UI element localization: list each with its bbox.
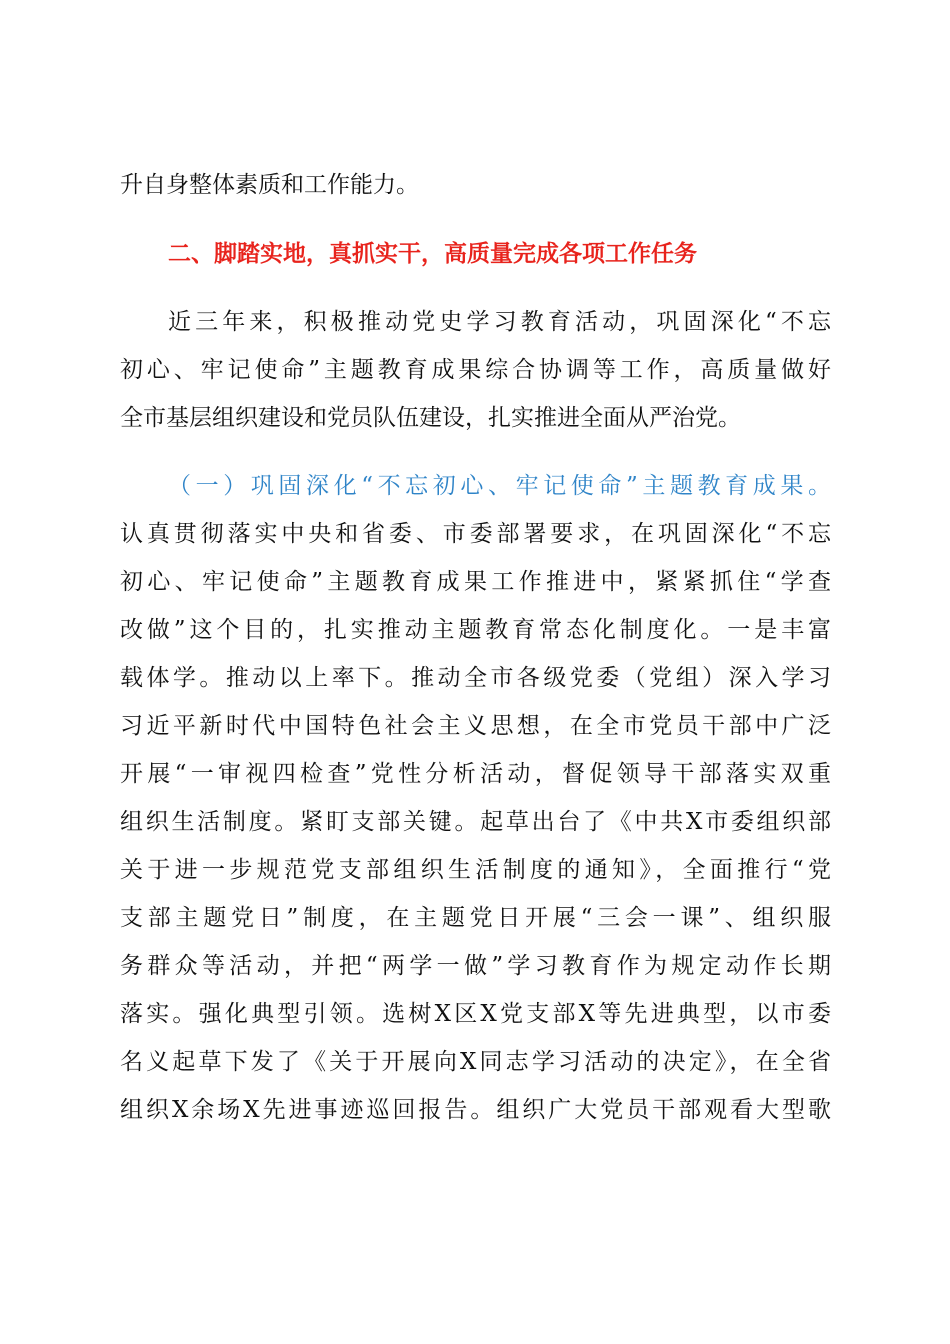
paragraph-line: 名义起草下发了《关于开展向X同志学习活动的决定》，在全省: [120, 1049, 831, 1075]
paragraph-line: 载体学。推动以上率下。推动全市各级党委（党组）深入学习: [120, 665, 831, 691]
paragraph-line: 改做”这个目的，扎实推动主题教育常态化制度化。一是丰富: [120, 617, 831, 643]
paragraph-line: 初心、牢记使命”主题教育成果综合协调等工作，高质量做好: [120, 357, 831, 383]
paragraph-line: 务群众等活动，并把“两学一做”学习教育作为规定动作长期: [120, 953, 831, 979]
paragraph-line: 近三年来，积极推动党史学习教育活动，巩固深化“不忘: [168, 309, 831, 335]
section-heading: 二、脚踏实地，真抓实干，高质量完成各项工作任务: [168, 241, 697, 267]
paragraph-line: 落实。强化典型引领。选树X区X党支部X等先进典型，以市委: [120, 1001, 831, 1027]
paragraph-line: 关于进一步规范党支部组织生活制度的通知》，全面推行“党: [120, 857, 831, 883]
paragraph-line: 全市基层组织建设和党员队伍建设，扎实推进全面从严治党。: [120, 405, 741, 431]
paragraph-line: 升自身整体素质和工作能力。: [120, 172, 419, 198]
paragraph-line: 开展“一审视四检查”党性分析活动，督促领导干部落实双重: [120, 761, 831, 787]
paragraph-line: 组织X余场X先进事迹巡回报告。组织广大党员干部观看大型歌: [120, 1097, 831, 1123]
paragraph-line: 认真贯彻落实中央和省委、市委部署要求，在巩固深化“不忘: [120, 521, 831, 547]
paragraph-line: 组织生活制度。紧盯支部关键。起草出台了《中共X市委组织部: [120, 809, 831, 835]
paragraph-line: 初心、牢记使命”主题教育成果工作推进中，紧紧抓住“学查: [120, 569, 831, 595]
subsection-heading: （一）巩固深化“不忘初心、牢记使命”主题教育成果。: [168, 473, 831, 499]
paragraph-line: 支部主题党日”制度，在主题党日开展“三会一课”、组织服: [120, 905, 831, 931]
paragraph-line: 习近平新时代中国特色社会主义思想，在全市党员干部中广泛: [120, 713, 831, 739]
